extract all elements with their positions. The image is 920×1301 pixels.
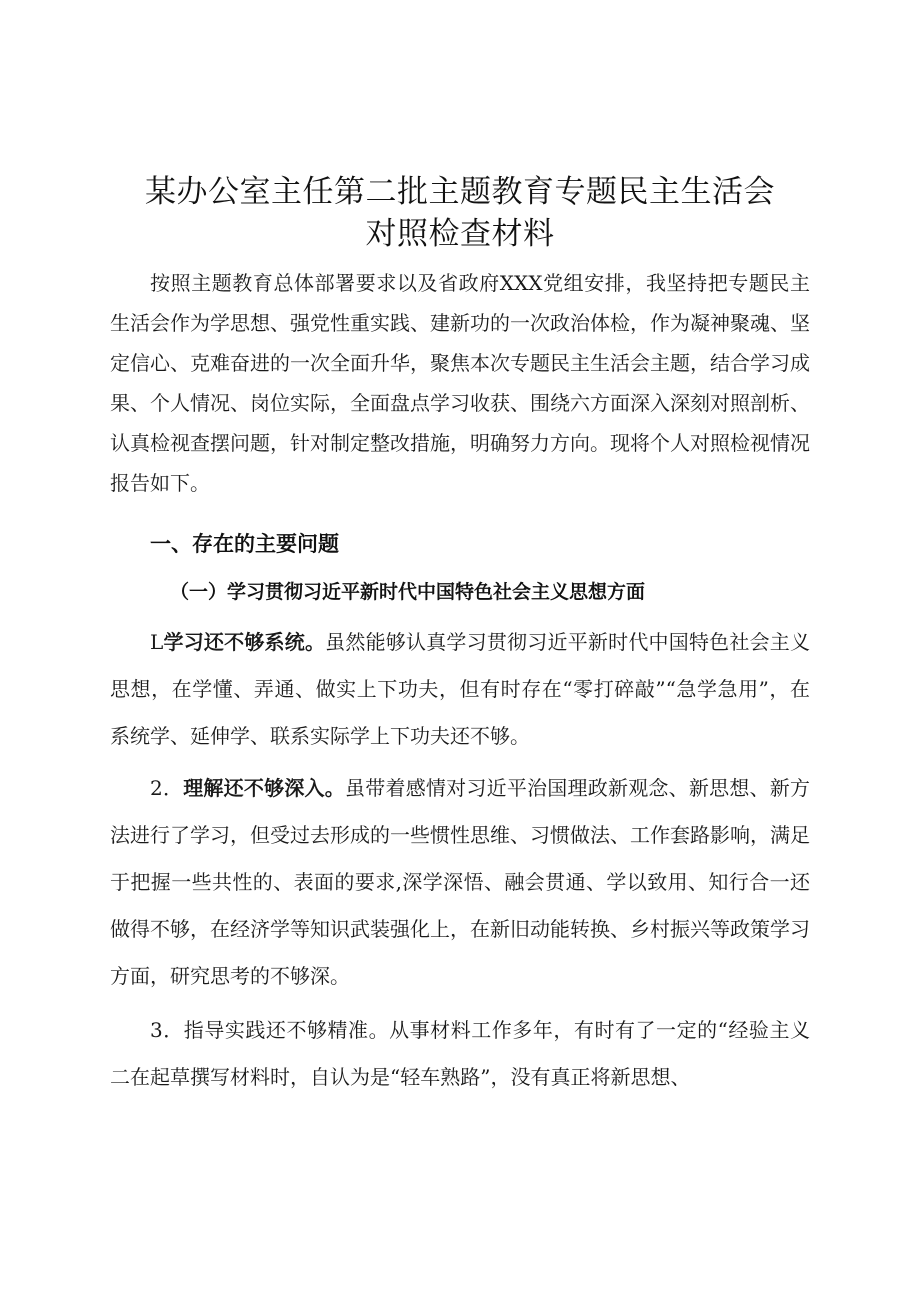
document-title-line-2: 对照检查材料 [365, 216, 555, 252]
document-title-line-1: 某办公室主任第二批主题教育专题民主生活会 [145, 174, 775, 210]
intro-paragraph: 按照主题教育总体部署要求以及省政府XXX党组安排，我坚持把专题民主生活会作为学思想、强党性重实践、建新功的一次政治体检，作为凝神聚魂、坚定信心、克难奋进的一次全面升华，聚焦本次专题民主生活会主题，结合学习成果、个人情况、岗位实际，全面盘点学习收获、围绕六方面深入深刻对照剖析、认真检视查摆问题，针对制定整改措施，明确努力方向。现将个人对照检视情况报告如下。 [110, 271, 810, 495]
section-heading-problems: 一、存在的主要问题 [150, 532, 339, 556]
item-2-text: 虽带着感情对习近平治国理政新观念、新思想、新方法进行了学习，但受过去形成的一些惯性思维、习惯做法、工作套路影响，满足于把握一些共性的、表面的要求,深学深悟、融会贯通、学以致用、知行合一还做得不够，在经济学等知识武装强化上，在新旧动能转换、乡村振兴等政策学习方面，研究思考的不够深。 [110, 776, 811, 988]
subsection-heading-study: （一）学习贯彻习近平新时代中国特色社会主义思想方面 [170, 581, 646, 603]
item-2-paragraph [110, 765, 810, 1000]
item-2-title: 理解还不够深入。 [183, 776, 346, 800]
item-3-text: 指导实践还不够精准。从事材料工作多年，有时有了一定的“经验主义二在起草撰写材料时，自认为是“轻车熟路”，没有真正将新思想、 [110, 1018, 810, 1089]
item-2-number: 2． [150, 776, 184, 800]
item-1-text: 虽然能够认真学习贯彻习近平新时代中国特色社会主义思想，在学懂、弄通、做实上下功夫，但有时存在“零打碎敲”“急学急用”，在系统学、延伸学、联系实际学上下功夫还不够。 [110, 630, 811, 748]
item-1-paragraph [110, 619, 810, 760]
item-1-title: 学习还不够系统。 [163, 630, 326, 654]
item-1-number: L [150, 630, 164, 654]
item-3-number: 3． [150, 1018, 184, 1042]
item-3-paragraph [110, 1007, 810, 1101]
